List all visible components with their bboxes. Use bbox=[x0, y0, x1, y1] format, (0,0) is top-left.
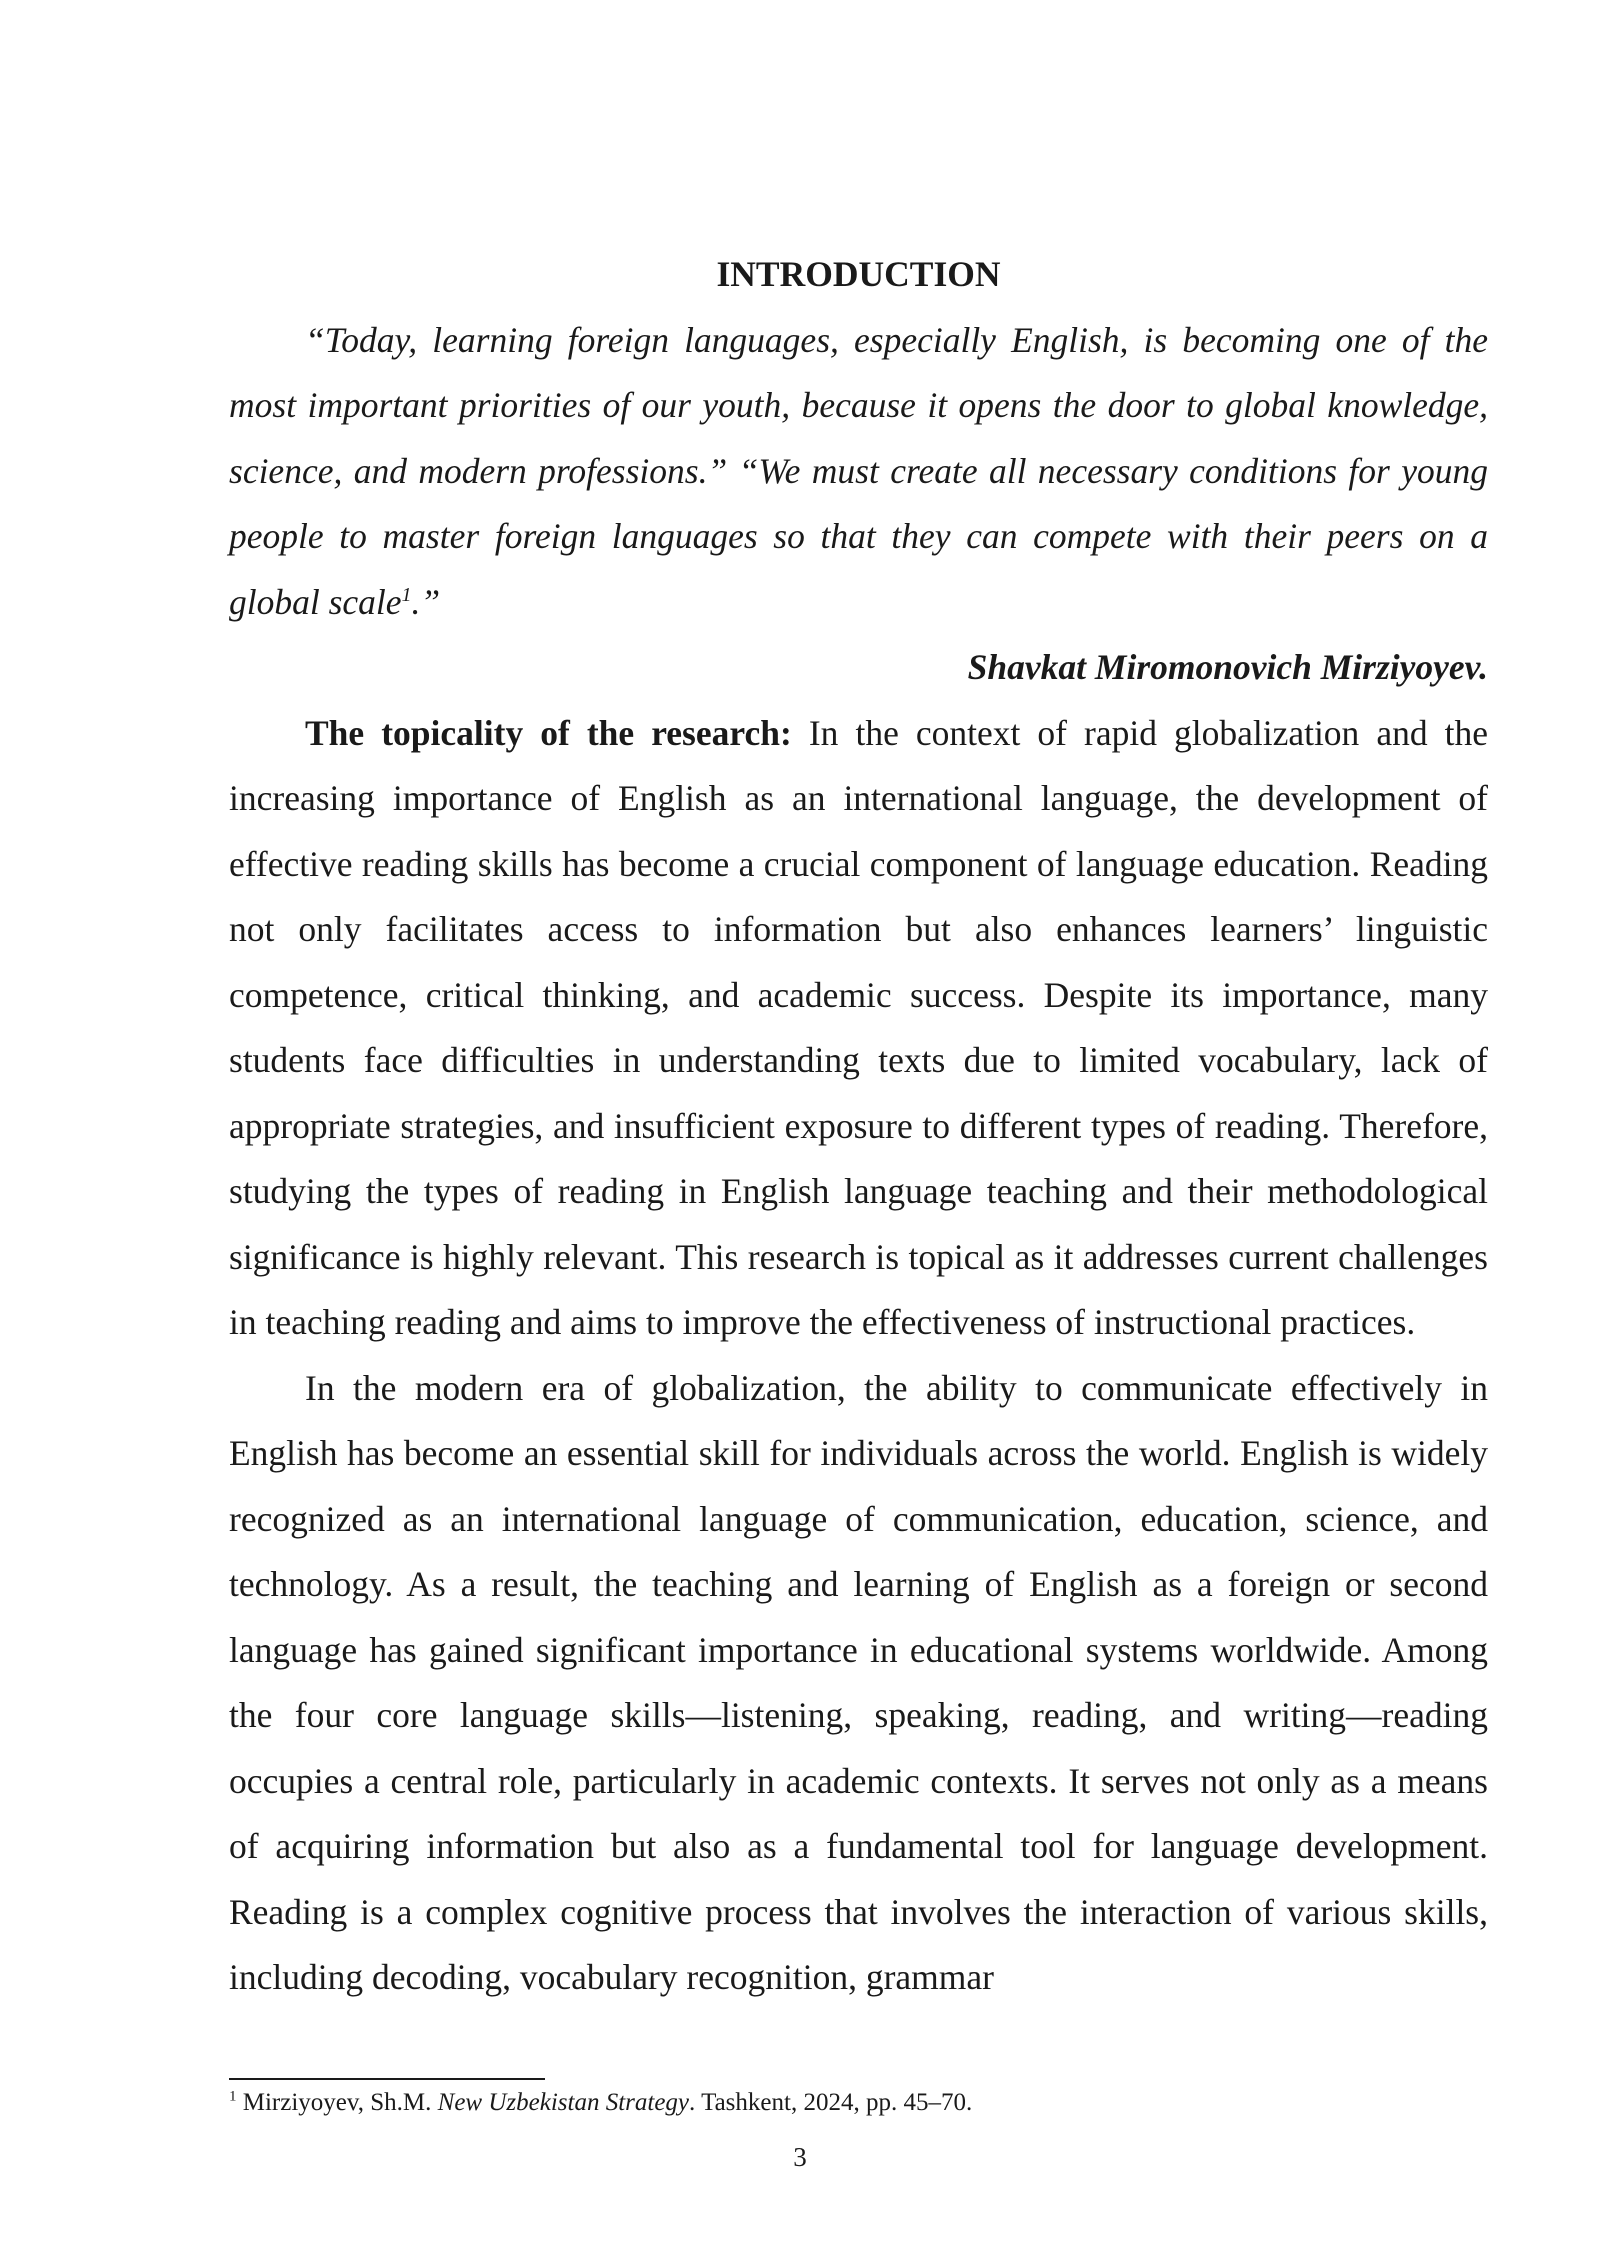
section-heading: INTRODUCTION bbox=[716, 254, 1001, 294]
footnote bbox=[229, 2086, 1488, 2120]
footnote-reference[interactable]: 1 bbox=[401, 583, 412, 606]
epigraph-quote-end: .” bbox=[411, 581, 441, 622]
epigraph-author: Shavkat Miromonovich Mirziyoyev. bbox=[967, 647, 1488, 687]
epigraph-quote bbox=[229, 308, 1488, 636]
topicality-label: The topicality of the research: bbox=[305, 712, 792, 753]
footnote-author: Mirziyoyev, Sh.M. bbox=[236, 2089, 438, 2116]
footnote-separator bbox=[229, 2078, 545, 2080]
footnote-marker: 1 bbox=[229, 2088, 237, 2105]
topicality-text: In the context of rapid globalization and the increasing importance of English as an international language, the development of effective reading skills has become a crucial component of language education. Reading not only facilitates access to information but also enhances learners’ linguistic competence, critical thinking, and academic success. Despite its importance, many students face difficulties in understanding texts due to limited vocabulary, lack of appropriate strategies, and insufficient exposure to different types of reading. Therefore, studying the types of reading in English language teaching and their methodological significance is highly relevant. This research is topical as it addresses current challenges in teaching reading and aims to improve the effectiveness of instructional practices. bbox=[229, 712, 1489, 1342]
page-number: 3 bbox=[793, 2142, 807, 2172]
footnote-details: . Tashkent, 2024, pp. 45–70. bbox=[689, 2089, 973, 2116]
main-text bbox=[229, 242, 1488, 2011]
body-paragraph: In the modern era of globalization, the ability to communicate effectively in English has become an essential skill for individuals across the world. English is widely recognized as an international language of communication, education, science, and technology. As a result, the teaching and learning of English as a foreign or second language has gained significant importance in educational systems worldwide. Among the four core language skills—listening, speaking, reading, and writing—reading occupies a central role, particularly in academic contexts. It serves not only as a means of acquiring information but also as a fundamental tool for language development. Reading is a complex cognitive process that involves the interaction of various skills, including decoding, vocabulary recognition, grammar bbox=[229, 1367, 1488, 1997]
footnote-title: New Uzbekistan Strategy bbox=[437, 2089, 690, 2116]
epigraph-text: “Today, learning foreign languages, especially English, is becoming one of the most important priorities of our youth, because it opens the door to global knowledge, science, and modern professions.” “We must create all necessary conditions for young people to master foreign languages so that they can compete with their peers on a global scale bbox=[229, 319, 1488, 622]
topicality-paragraph bbox=[229, 701, 1488, 1356]
